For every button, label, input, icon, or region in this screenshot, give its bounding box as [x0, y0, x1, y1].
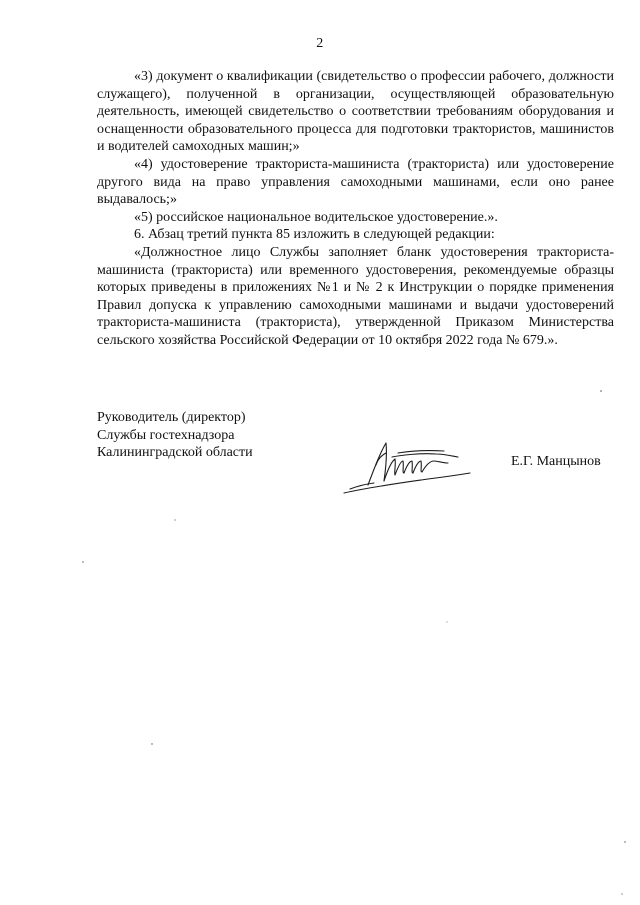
paragraph-amendment-6: 6. Абзац третий пункта 85 изложить в следующей редакции: — [134, 227, 495, 243]
paragraph-item-3: «3) документ о квалификации (свидетельство о профессии рабочего, должности служащего), полученной в организации, осуществляющей образовательную деятельность, имеющей свидетельство о соответствии требованиям оборудования и оснащенности образовательного процесса для подготовки трактористов, машинистов и водителей самоходных машин;» — [97, 69, 614, 155]
signature-block — [97, 409, 614, 499]
signatory-title-line-2: Службы гостехнадзора — [97, 427, 235, 443]
handwritten-signature-icon — [340, 439, 475, 495]
paragraph-item-4: «4) удостоверение тракториста-машиниста (тракториста) или удостоверение другого вида на право управления самоходными машинами, если оно ранее выдавалось;» — [97, 156, 614, 208]
page-number: 2 — [316, 36, 324, 51]
signatory-name: Е.Г. Манцынов — [511, 454, 601, 469]
document-body — [97, 68, 614, 350]
signatory-title-line-3: Калининградской области — [97, 445, 253, 461]
paragraph-new-wording: «Должностное лицо Службы заполняет бланк удостоверения тракториста-машиниста (тракториста) или временного удостоверения, рекомендуемые образцы которых приведены в приложениях №1 и № 2 к Инструкции о порядке применения Правил допуска к управлению самоходными машинами и выдачи удостоверений тракториста-машиниста (тракториста), утвержденной Приказом Министерства сельского хозяйства Российской Федерации от 10 октября 2022 года № 679.». — [97, 244, 614, 348]
paragraph-item-5: «5) российское национальное водительское удостоверение.». — [134, 209, 498, 225]
signatory-title-line-1: Руководитель (директор) — [97, 410, 246, 425]
